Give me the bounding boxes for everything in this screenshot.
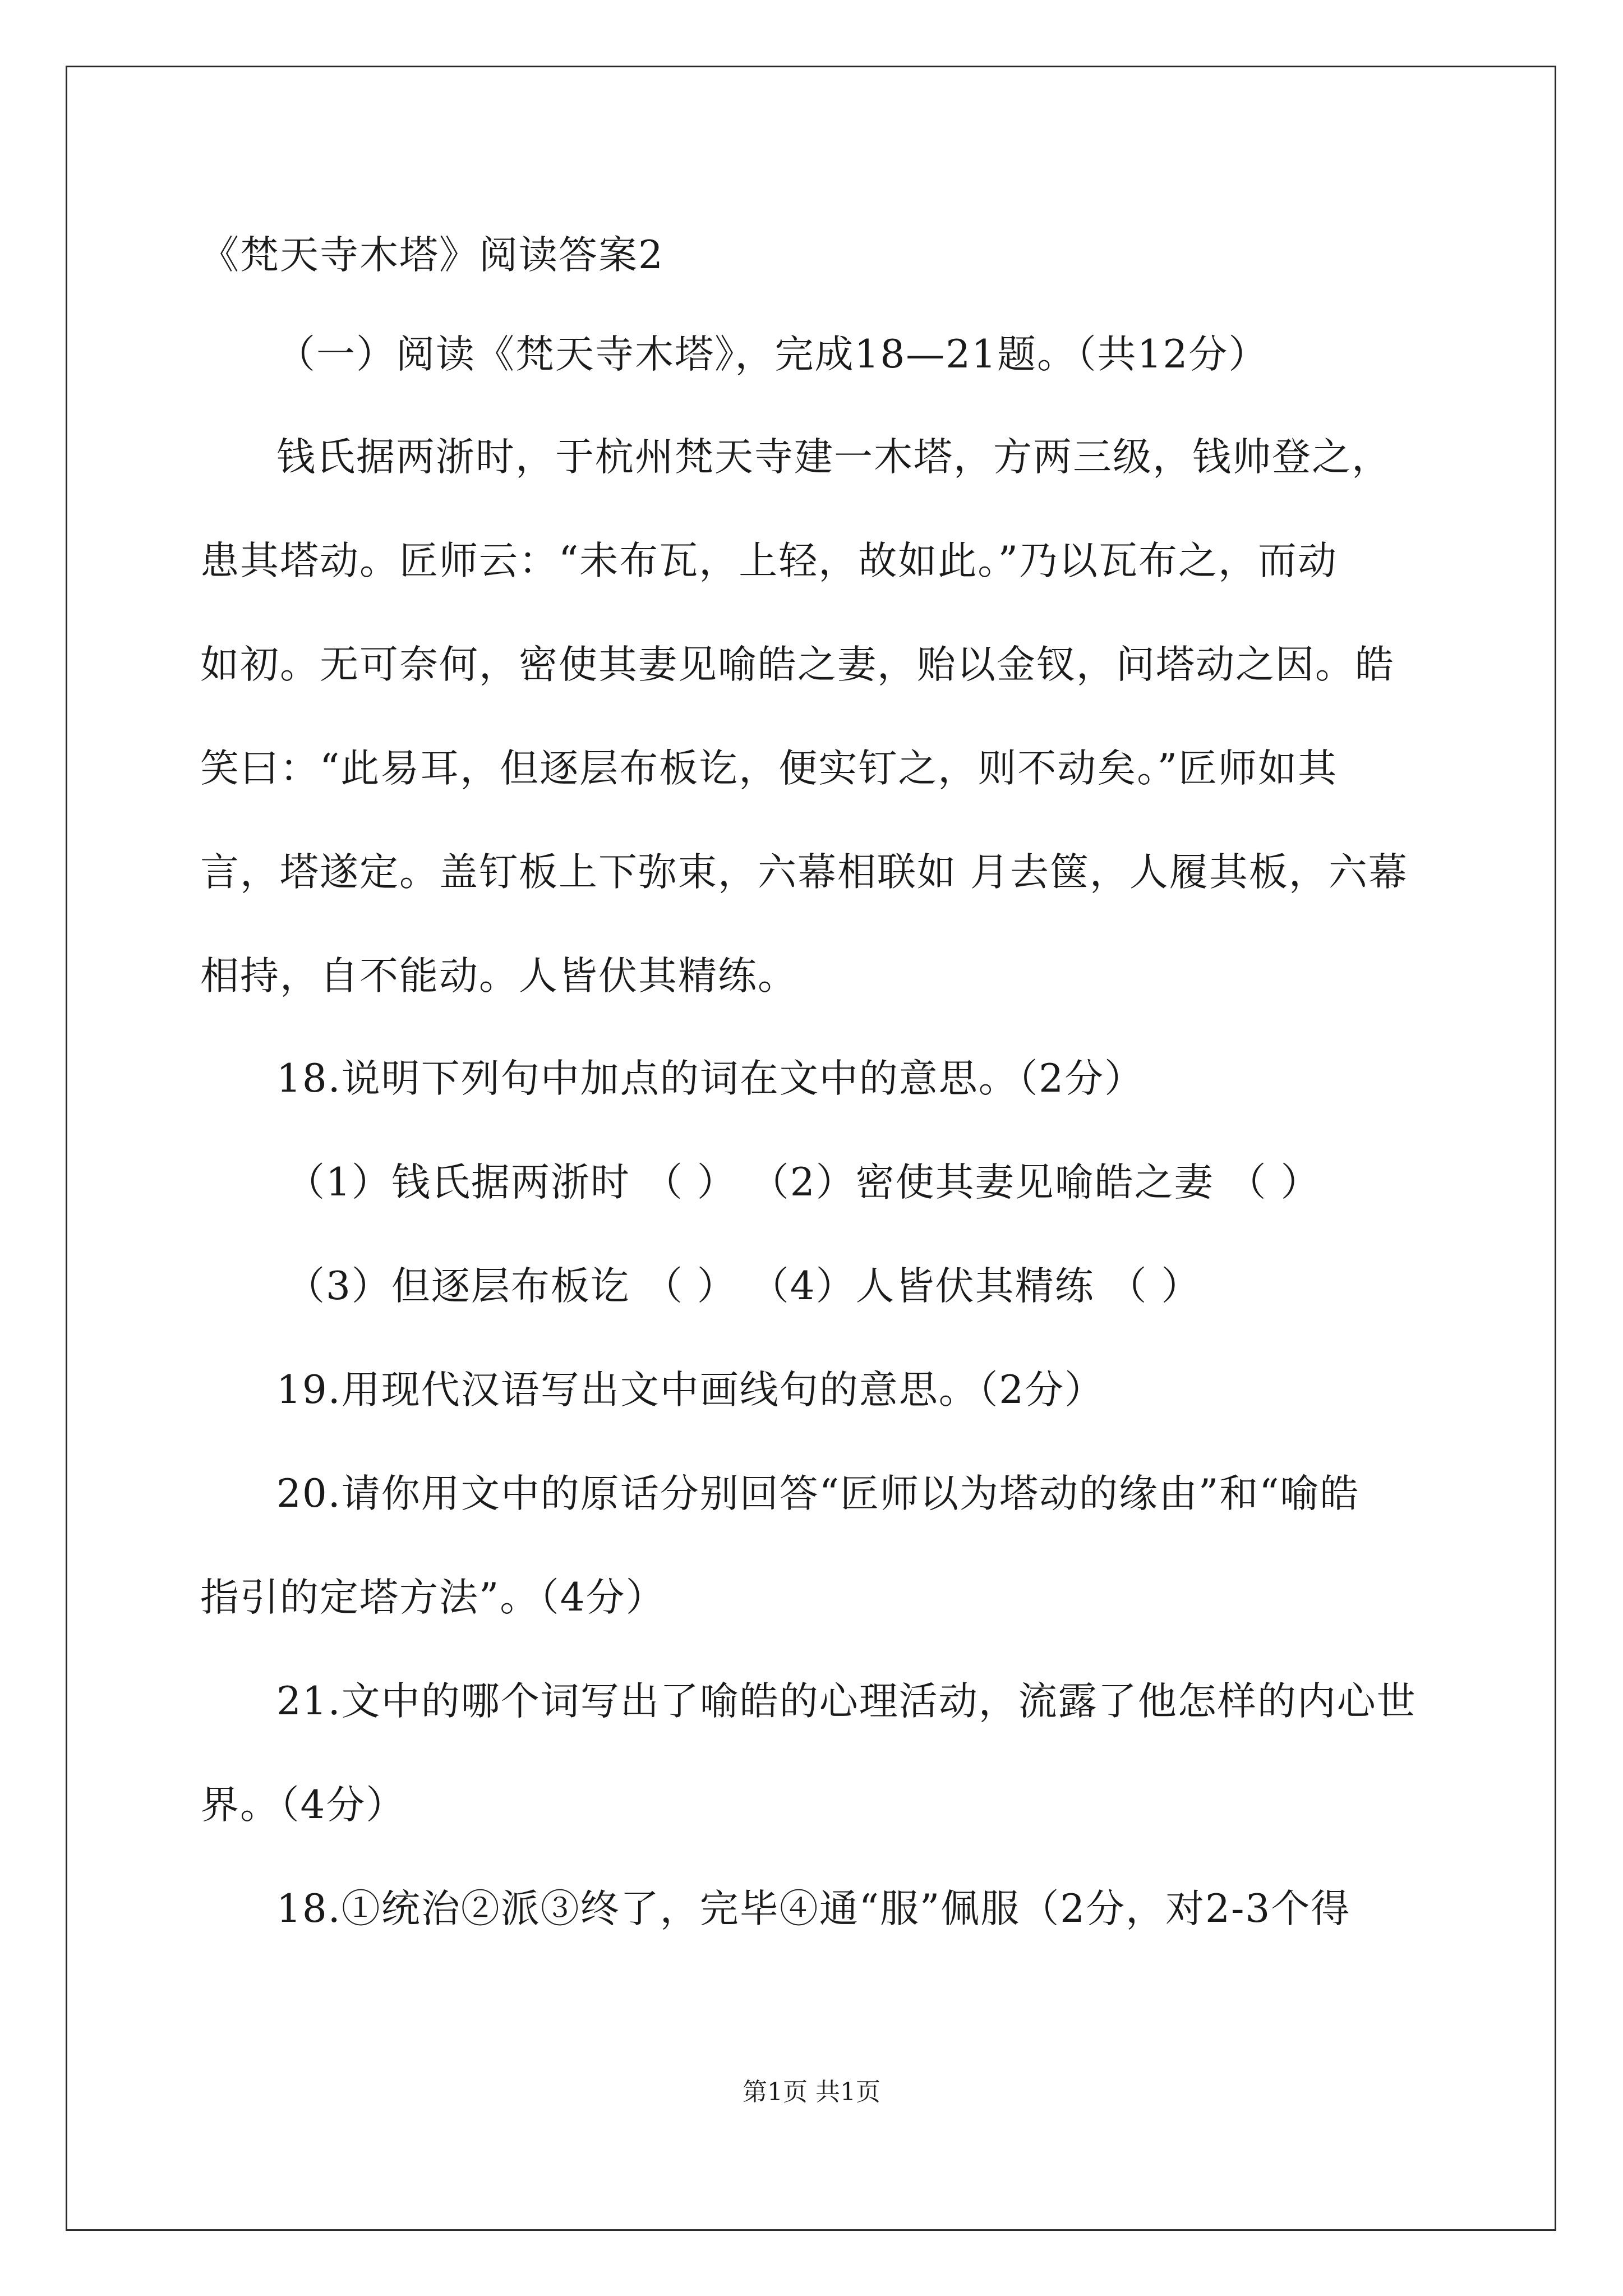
passage-line: 如初。无可奈何，密使其妻见喻皓之妻，贻以金钗，问塔动之因。皓	[200, 642, 1395, 687]
passage-line: 笑曰：“此易耳，但逐层布板讫，便实钉之，则不动矣。”匠师如其	[200, 746, 1338, 791]
document-title: 《梵天寺木塔》阅读答案2	[200, 233, 664, 278]
section-heading: （一）阅读《梵天寺木塔》，完成18—21题。（共12分）	[276, 332, 1269, 377]
passage-line: 言，塔遂定。盖钉板上下弥束，六幕相联如 月去箧，人履其板，六幕	[200, 850, 1408, 895]
passage-line: 钱氏据两浙时，于杭州梵天寺建一木塔，方两三级，钱帅登之，	[276, 435, 1391, 480]
question-18-prompt: 18.说明下列句中加点的词在文中的意思。（2分）	[276, 1056, 1145, 1101]
question-21-prompt-cont: 界。（4分）	[200, 1783, 406, 1828]
passage-line: 患其塔动。匠师云：“未布瓦，上轻，故如此。”乃以瓦布之，而动	[200, 539, 1338, 583]
question-18-items-row1: （1）钱氏据两浙时 （ ） （2）密使其妻见喻皓之妻 （ ）	[286, 1160, 1321, 1205]
question-19-prompt: 19.用现代汉语写出文中画线句的意思。（2分）	[276, 1368, 1105, 1412]
passage-line: 相持，自不能动。人皆伏其精练。	[200, 954, 797, 999]
question-20-prompt: 20.请你用文中的原话分别回答“匠师以为塔动的缘由”和“喻皓	[276, 1471, 1360, 1516]
question-18-items-row2: （3）但逐层布板讫 （ ） （4）人皆伏其精练 （ ）	[286, 1264, 1201, 1309]
question-20-prompt-cont: 指引的定塔方法”。（4分）	[200, 1575, 666, 1620]
answer-18: 18.①统治②派③终了，完毕④通“服”佩服（2分，对2-3个得	[276, 1887, 1351, 1931]
page-indicator: 第1页 共1页	[743, 2078, 880, 2106]
question-21-prompt: 21.文中的哪个词写出了喻皓的心理活动，流露了他怎样的内心世	[276, 1679, 1417, 1724]
